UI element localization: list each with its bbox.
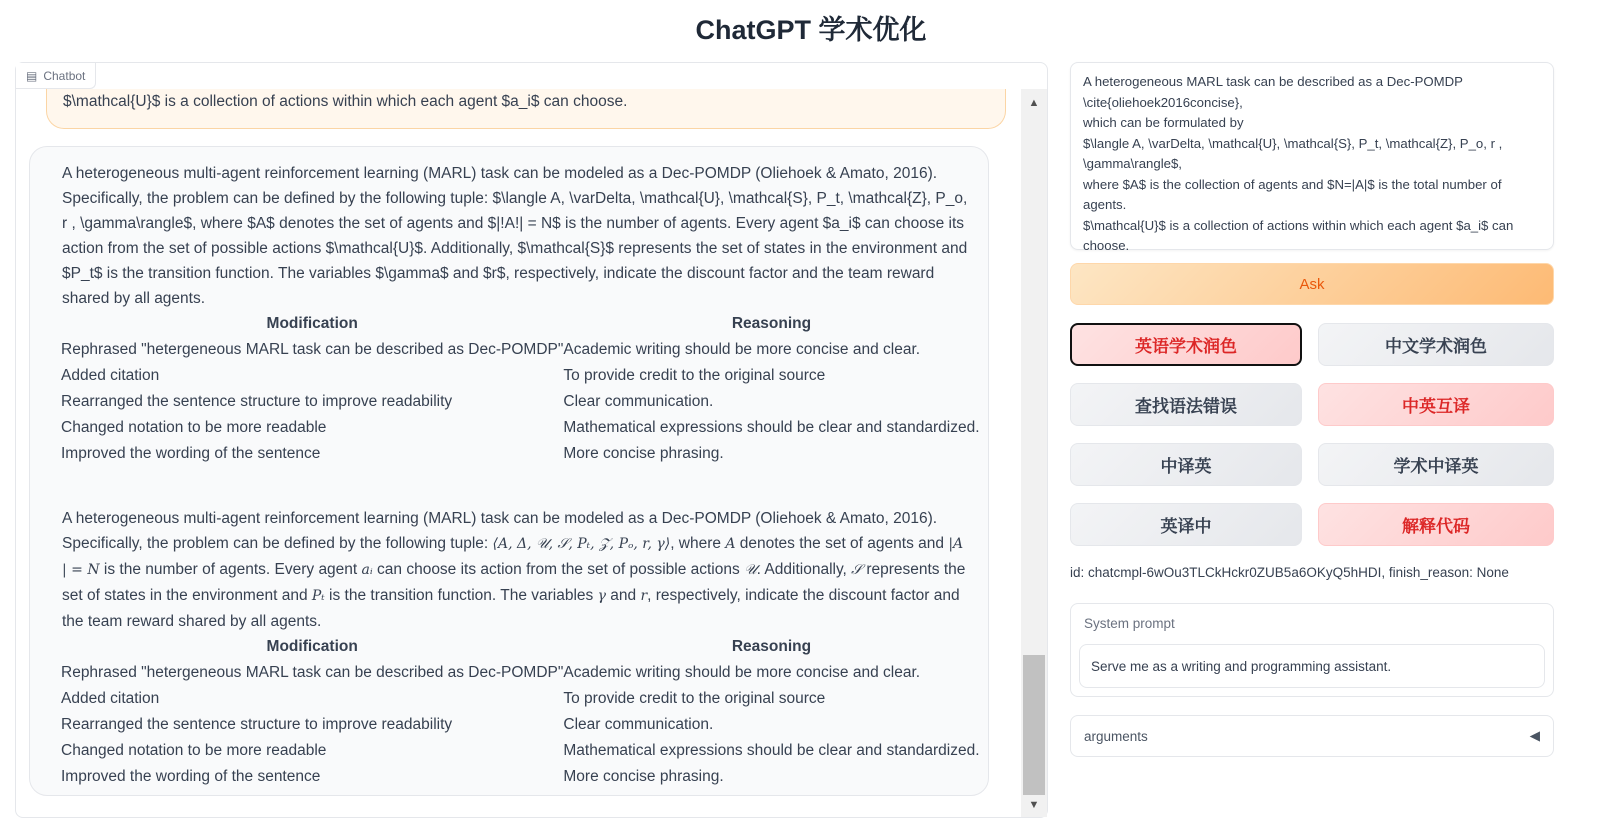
triangle-left-icon: ◀ <box>1529 728 1540 743</box>
grammar-check-button[interactable]: 查找语法错误 <box>1070 383 1302 426</box>
zh-to-en-button[interactable]: 中译英 <box>1070 443 1302 486</box>
math-span: ⟨A, Δ, 𝒰, 𝒮, Pₜ, 𝒵, Pₒ, r, γ⟩ <box>492 536 671 552</box>
status-text: id: chatcmpl-6wOu3TLCkHckr0ZUB5a6OKyQ5hHDI, finish_reason: None <box>1070 565 1509 580</box>
math-span: aᵢ <box>361 562 373 578</box>
table-cell: Rephrased "hetergeneous MARL task can be described as Dec-POMDP" <box>61 340 564 358</box>
math-span: 𝒰 <box>744 562 757 578</box>
table-row <box>61 388 980 414</box>
table-cell: Improved the wording of the sentence <box>61 444 321 462</box>
table-cell: Changed notation to be more readable <box>61 418 327 436</box>
table-cell: Clear communication. <box>563 392 714 410</box>
chatbot-label: ▤ Chatbot <box>16 63 96 89</box>
chat-history[interactable] <box>16 89 1022 817</box>
table-cell: Improved the wording of the sentence <box>61 767 321 785</box>
bot-message <box>29 146 989 796</box>
question-input[interactable]: A heterogeneous MARL task can be described as a Dec-POMDP \cite{oliehoek2016concise}, which can be formulated by $\langle A, \varDelta, \mathcal{U}, \mathcal{S}, P_t, \mathcal{Z}, P_o, r , \gamma\rangle$, where $A$ is the collection of agents and $N=|A|$ is the total number of agents. $\mathcal{U}$ is a collection of actions within which each agent $a_i$ can choose. <box>1070 62 1554 250</box>
arguments-accordion[interactable] <box>1070 715 1554 757</box>
page-title: ChatGPT 学术优化 <box>695 15 927 45</box>
text-span: , respectively, indicate the discount factor and the team reward shared by all agents. <box>62 587 960 630</box>
scroll-down-arrow-icon[interactable]: ▼ <box>1028 799 1040 811</box>
table-header: Reasoning <box>731 638 812 655</box>
scrollbar[interactable] <box>1021 89 1047 817</box>
table-row <box>61 737 980 763</box>
table-cell: Mathematical expressions should be clear and standardized. <box>563 741 980 759</box>
table-row <box>61 685 980 711</box>
system-prompt-input[interactable]: Serve me as a writing and programming assistant. <box>1079 644 1545 688</box>
ask-button[interactable]: Ask <box>1070 263 1554 305</box>
text-span: , where <box>670 535 726 552</box>
scrollbar-thumb[interactable] <box>1023 655 1045 795</box>
modification-table <box>61 311 980 466</box>
chatbot-panel <box>15 62 1048 818</box>
math-span: r <box>640 588 648 604</box>
table-cell: To provide credit to the original source <box>563 689 826 707</box>
table-cell: Added citation <box>61 366 160 384</box>
table-cell: More concise phrasing. <box>563 767 724 785</box>
en-to-zh-button[interactable]: 英译中 <box>1070 503 1302 546</box>
text-span: and <box>605 587 641 604</box>
text-span: can choose its action from the set of possible actions <box>372 561 745 578</box>
chat-icon: ▤ <box>26 68 38 83</box>
scroll-up-arrow-icon[interactable]: ▲ <box>1028 97 1040 109</box>
user-message: $\mathcal{U}$ is a collection of actions within which each agent $a_i$ can choose. <box>46 89 1006 129</box>
table-header: Reasoning <box>731 315 812 332</box>
system-prompt-block <box>1070 603 1554 697</box>
table-cell: Mathematical expressions should be clear and standardized. <box>563 418 980 436</box>
math-span: 𝒮 <box>851 562 863 578</box>
table-header: Modification <box>266 315 358 332</box>
table-cell: Academic writing should be more concise and clear. <box>563 340 921 358</box>
table-row <box>61 711 980 737</box>
table-cell: Changed notation to be more readable <box>61 741 327 759</box>
rendered-paragraph <box>62 506 970 634</box>
table-row <box>61 362 980 388</box>
table-cell: Academic writing should be more concise and clear. <box>563 663 921 681</box>
arguments-label: arguments <box>1084 728 1148 744</box>
table-cell: Rearranged the sentence structure to improve readability <box>61 392 453 410</box>
academic-zh-to-en-button[interactable]: 学术中译英 <box>1318 443 1554 486</box>
table-header-row <box>61 634 980 659</box>
math-span: γ <box>597 588 606 604</box>
math-span: A <box>725 536 736 552</box>
text-span: . Additionally, <box>756 561 852 578</box>
table-row <box>61 659 980 685</box>
chinese-polish-button[interactable]: 中文学术润色 <box>1318 323 1554 366</box>
raw-paragraph: A heterogeneous multi-agent reinforcement learning (MARL) task can be modeled as a Dec-POMDP (Oliehoek & Amato, 2016). Specifically, the problem can be defined by the following tuple: $\langle A, \varDelta, \mathcal{U}, \mathcal{S}, P_t, \mathcal{Z}, P_o, r , \gamma\rangle$, where $A$ denotes the set of agents and $|!A!| = N$ is the number of agents. Every agent $a_i$ can choose its action from the set of possible actions $\mathcal{U}$. Additionally, $\mathcal{S}$ represents the set of states in the environment and $P_t$ is the transition function. The variables $\gamma$ and $r$, respectively, indicate the discount factor and the team reward shared by all agents. <box>62 165 968 307</box>
text-span: represents the set of states in the environment and <box>62 561 966 604</box>
math-span: |A | = N <box>62 536 964 578</box>
english-polish-button[interactable]: 英语学术润色 <box>1070 323 1302 366</box>
text-span: A heterogeneous multi-agent reinforcement learning (MARL) task can be modeled as a Dec-POMDP (Oliehoek & Amato, 2016). Specifically, the problem can be defined by the following tuple: <box>62 510 938 552</box>
table-row <box>61 763 980 789</box>
system-prompt-label: System prompt <box>1084 616 1175 631</box>
table-cell: Clear communication. <box>563 715 714 733</box>
table-cell: Rephrased "hetergeneous MARL task can be described as Dec-POMDP" <box>61 663 564 681</box>
table-row <box>61 336 980 362</box>
table-header: Modification <box>266 638 358 655</box>
table-header-row <box>61 311 980 336</box>
text-span: is the transition function. The variables <box>324 587 598 604</box>
math-span: Pₜ <box>311 588 325 604</box>
table-row <box>61 440 980 466</box>
table-row <box>61 414 980 440</box>
table-cell: Rearranged the sentence structure to improve readability <box>61 715 453 733</box>
translate-zh-en-button[interactable]: 中英互译 <box>1318 383 1554 426</box>
text-span: denotes the set of agents and <box>735 535 949 552</box>
table-cell: To provide credit to the original source <box>563 366 826 384</box>
table-cell: Added citation <box>61 689 160 707</box>
text-span: is the number of agents. Every agent <box>99 561 362 578</box>
table-cell: More concise phrasing. <box>563 444 724 462</box>
modification-table-2 <box>61 634 980 789</box>
explain-code-button[interactable]: 解释代码 <box>1318 503 1554 546</box>
